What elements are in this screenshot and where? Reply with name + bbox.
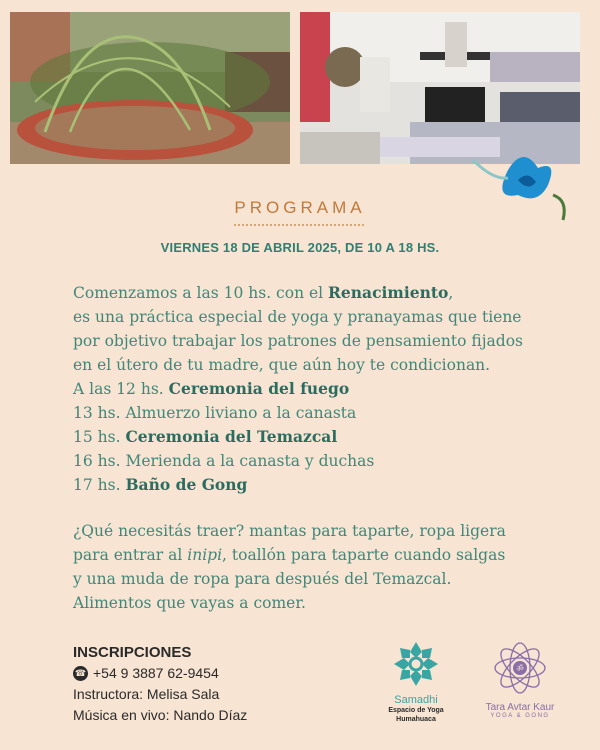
whatsapp-icon: ☎ <box>73 666 88 681</box>
tara-lotus-icon <box>492 640 548 696</box>
music-line: Música en vivo: Nando Díaz <box>73 707 248 723</box>
tara-logo <box>478 640 562 719</box>
inscripciones-label: INSCRIPCIONES <box>73 644 192 661</box>
schedule-item <box>73 449 583 473</box>
what-to-bring <box>73 519 583 615</box>
samadhi-mandala-icon <box>392 640 440 688</box>
tara-name: Tara Avtar Kaur <box>485 702 555 713</box>
samadhi-logo <box>376 640 456 724</box>
intro-line-4: en el útero de tu madre, que aún hoy te condicionan. <box>73 356 491 374</box>
samadhi-subtitle-2: Humahuaca <box>396 716 436 723</box>
inscripciones-section <box>73 642 373 726</box>
program-title: PROGRAMA <box>234 198 366 217</box>
schedule-activity: Baño de Gong <box>125 475 248 494</box>
schedule-time: 16 hs. <box>73 452 126 470</box>
schedule-item <box>73 401 583 425</box>
schedule-time: 13 hs. <box>73 404 126 422</box>
title-divider <box>234 224 364 226</box>
needs-line-2: para entrar al inipi, toallón para taparte cuando salgas <box>73 546 506 564</box>
schedule-time: 15 hs. <box>73 428 126 446</box>
program-description <box>73 281 583 497</box>
samadhi-subtitle-1: Espacio de Yoga <box>388 707 444 714</box>
schedule-item <box>73 425 583 449</box>
tara-subtitle: YOGA & GONG <box>490 713 550 719</box>
needs-line-4: Alimentos que vayas a comer. <box>73 594 306 612</box>
instructor-line: Instructora: Melisa Sala <box>73 686 220 702</box>
schedule-item <box>73 473 583 497</box>
schedule-list <box>73 377 583 497</box>
intro-line-3: por objetivo trabajar los patrones de pensamiento fijados <box>73 332 523 350</box>
needs-line-1: ¿Qué necesitás traer? mantas para taparte, ropa ligera <box>73 522 506 540</box>
intro-line-2: es una práctica especial de yoga y pranayamas que tiene <box>73 308 522 326</box>
intro-line-1: Comenzamos a las 10 hs. con el Renacimiento, <box>73 283 454 302</box>
svg-text:ॐ: ॐ <box>516 664 524 673</box>
schedule-time: A las 12 hs. <box>73 380 169 398</box>
schedule-activity: Merienda a la canasta y duchas <box>125 452 375 470</box>
event-date: VIERNES 18 DE ABRIL 2025, DE 10 A 18 HS. <box>160 240 440 255</box>
schedule-item <box>73 377 583 401</box>
schedule-activity: Almuerzo liviano a la canasta <box>125 404 357 422</box>
needs-line-3: y una muda de ropa para después del Temazcal. <box>73 570 452 588</box>
schedule-activity: Ceremonia del Temazcal <box>125 427 338 446</box>
samadhi-name: Samadhi <box>394 694 438 706</box>
renacimiento-label: Renacimiento <box>328 283 449 302</box>
temazcal-photo <box>10 12 290 164</box>
schedule-activity: Ceremonia del fuego <box>168 379 350 398</box>
phone-row[interactable] <box>73 663 373 684</box>
phone-number[interactable]: +54 9 3887 62-9454 <box>93 665 219 681</box>
inipi-term: inipi <box>187 546 223 564</box>
schedule-time: 17 hs. <box>73 476 126 494</box>
